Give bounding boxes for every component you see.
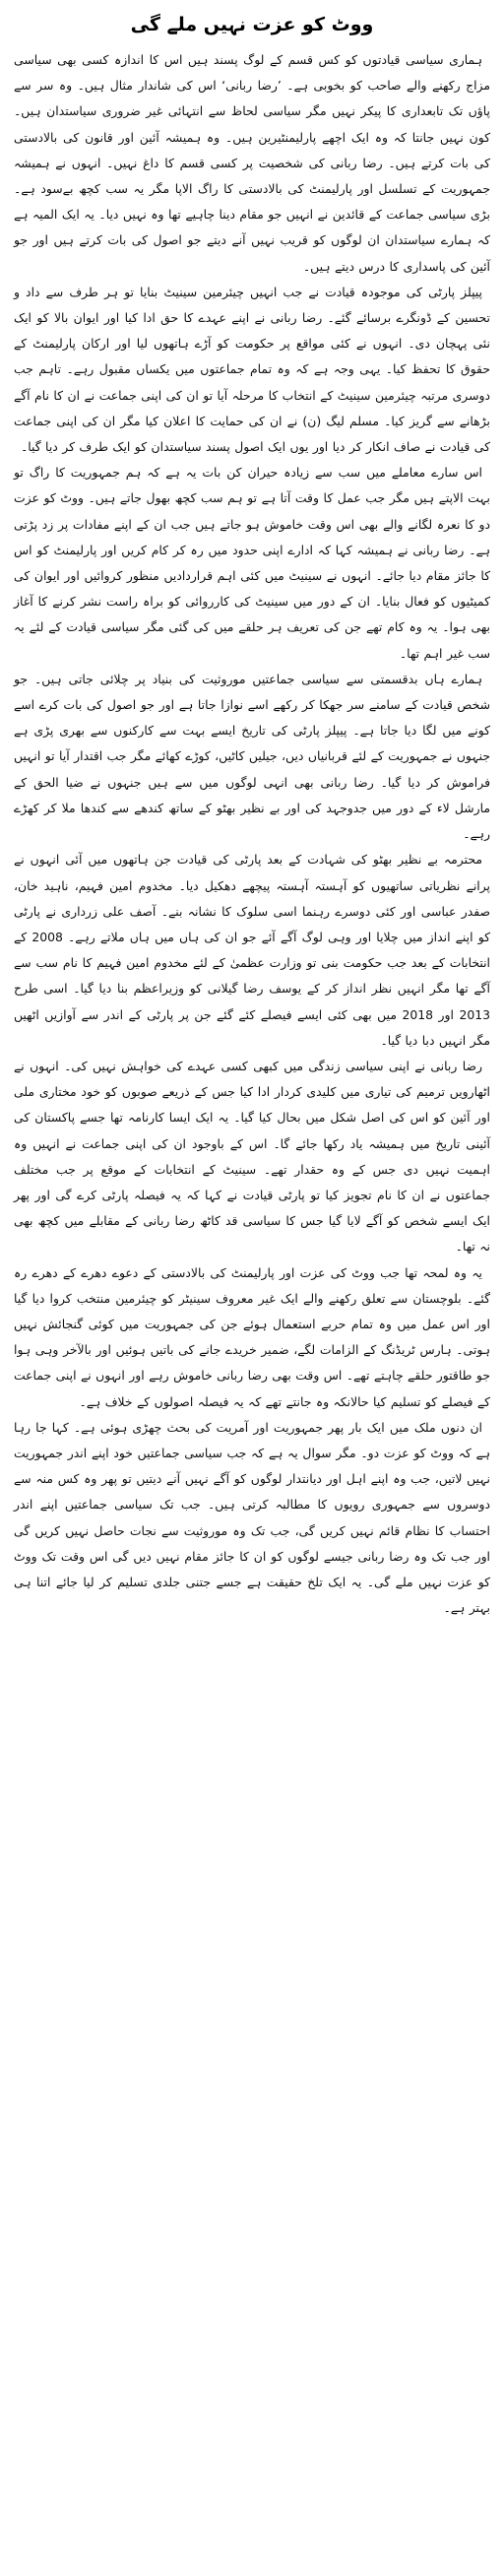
article-paragraph: یہ وہ لمحہ تھا جب ووٹ کی عزت اور پارلیمنٹ کی بالادستی کے دعوے دھرے کے دھرے رہ گئے۔ بلوچستان سے تعلق رکھنے والے ایک غیر معروف سینیٹر کو چیئرمین منتخب کروا دیا گیا اور اس عمل میں وہ تمام حربے استعمال ہوئے جن کی جمہوریت میں کوئی گنجائش نہیں ہوتی۔ ہارس ٹریڈنگ کے الزامات لگے، ضمیر خریدے جانے کی باتیں ہوئیں اور بالآخر وہی ہوا جو طاقتور حلقے چاہتے تھے۔ اس وقت بھی رضا ربانی خاموش رہے اور انہوں نے اپنی جماعت کے فیصلے کو تسلیم کیا حالانکہ وہ جانتے تھے کہ یہ فیصلہ اصولوں کے خلاف ہے۔: [14, 1264, 490, 1409]
article-paragraph: ہماری سیاسی قیادتوں کو کس قسم کے لوگ پسند ہیں اس کا اندازہ کسی بھی سیاسی مزاج رکھنے والے صاحب کو بخوبی ہے۔ ’رضا ربانی‘ اس کی شاندار مثال ہیں۔ وہ سر سے پاؤں تک تابعداری کا پیکر نہیں مگر سیاسی لحاظ سے انتہائی غیر ضروری سیاستدان ہیں۔ کون نہیں جانتا کہ وہ ایک اچھے پارلیمنٹیرین ہیں۔ وہ ہمیشہ آئین اور قانون کی بالادستی کی بات کرتے ہیں۔ رضا ربانی کی شخصیت پر کسی قسم کا داغ نہیں۔ انہوں نے ہمیشہ جمہوریت کے تسلسل اور پارلیمنٹ کی بالادستی کا راگ الاپا مگر یہ سب کچھ بےسود ہے۔ بڑی سیاسی جماعت کے قائدین نے انہیں جو مقام دینا چاہیے تھا وہ نہیں دیا۔ یہ ایک المیہ ہے کہ ہمارے سیاستدان ان لوگوں کو قریب نہیں آنے دیتے جو اصول کی بات کرتے ہیں اور جو آئین کی پاسداری کا درس دیتے ہیں۔: [14, 52, 490, 274]
article-paragraph: اس سارے معاملے میں سب سے زیادہ حیران کن بات یہ ہے کہ ہم جمہوریت کا راگ تو بہت الاپتے ہیں مگر جب عمل کا وقت آتا ہے تو ہم سب کچھ بھول جاتے ہیں۔ ووٹ کو عزت دو کا نعرہ لگانے والے بھی اس وقت خاموش ہو جاتے ہیں جب ان کے اپنے مفادات پر زد پڑتی ہے۔ رضا ربانی نے ہمیشہ کہا کہ ادارے اپنی حدود میں رہ کر کام کریں اور پارلیمنٹ کو اس کا جائز مقام دیا جائے۔ انہوں نے سینیٹ میں کئی اہم قراردادیں منظور کروائیں اور ایوان کی کمیٹیوں کو فعال بنایا۔ ان کے دور میں سینیٹ کی کارروائی کو براہ راست نشر کرنے کا آغاز بھی ہوا۔ یہ وہ کام تھے جن کی تعریف ہر حلقے میں کی گئی مگر سیاسی قیادت کے لئے یہ سب غیر اہم تھا۔: [14, 465, 490, 661]
article-paragraph: ان دنوں ملک میں ایک بار پھر جمہوریت اور آمریت کی بحث چھڑی ہوئی ہے۔ کہا جا رہا ہے کہ ووٹ کو عزت دو۔ مگر سوال یہ ہے کہ جب سیاسی جماعتیں خود اپنے اندر جمہوریت نہیں لاتیں، جب وہ اپنے اہل اور دیانتدار لوگوں کو آگے نہیں آنے دیتیں تو پھر وہ کس منہ سے دوسروں سے جمہوری رویوں کا مطالبہ کرتی ہیں۔ جب تک سیاسی جماعتیں اپنے اندر احتساب کا نظام قائم نہیں کریں گی، جب تک وہ موروثیت سے نجات حاصل نہیں کریں گی اور جب تک وہ رضا ربانی جیسے لوگوں کو ان کا جائز مقام نہیں دیں گی اس وقت تک ووٹ کو عزت نہیں ملے گی۔ یہ ایک تلخ حقیقت ہے جسے جتنی جلدی تسلیم کر لیا جائے اتنا ہی بہتر ہے۔: [14, 1419, 490, 1616]
article-headline: ووٹ کو عزت نہیں ملے گی: [130, 14, 374, 35]
article-paragraph: ہمارے ہاں بدقسمتی سے سیاسی جماعتیں موروثیت کی بنیاد پر چلائی جاتی ہیں۔ جو شخص قیادت کے سامنے سر جھکا کر رکھے اسے نوازا جاتا ہے اور جو اصول کی بات کرے اسے کونے میں لگا دیا جاتا ہے۔ پیپلز پارٹی کی تاریخ ایسے بہت سے کارکنوں سے بھری پڑی ہے جنہوں نے جمہوریت کے لئے قربانیاں دیں، جیلیں کاٹیں، کوڑے کھائے مگر جب اقتدار آیا تو انہیں فراموش کر دیا گیا۔ رضا ربانی بھی انہی لوگوں میں سے ہیں جنہوں نے ضیا الحق کے مارشل لاء کے دور میں جدوجہد کی اور بے نظیر بھٹو کے ساتھ کندھے سے کندھا ملا کر کھڑے رہے۔: [14, 671, 490, 842]
article-body: [14, 47, 490, 1621]
article-paragraph: پیپلز پارٹی کی موجودہ قیادت نے جب انہیں چیئرمین سینیٹ بنایا تو ہر طرف سے داد و تحسین کے ڈونگرے برسائے گئے۔ رضا ربانی نے اپنے عہدے کا حق ادا کیا اور ایوان بالا کو ایک نئی پہچان دی۔ انہوں نے کئی مواقع پر حکومت کو آڑے ہاتھوں لیا اور ارکان پارلیمنٹ کے حقوق کا تحفظ کیا۔ یہی وجہ ہے کہ وہ تمام جماعتوں میں یکساں مقبول رہے۔ تاہم جب دوسری مرتبہ چیئرمین سینیٹ کے انتخاب کا مرحلہ آیا تو ان کی اپنی جماعت نے ان کا نام آگے بڑھانے سے گریز کیا۔ مسلم لیگ (ن) نے ان کی حمایت کا اعلان کیا مگر ان کی اپنی جماعت کی قیادت نے صاف انکار کر دیا اور یوں ایک اصول پسند سیاستدان کو ایک طرف کر دیا گیا۔: [13, 284, 490, 455]
article-paragraph: رضا ربانی نے اپنی سیاسی زندگی میں کبھی کسی عہدے کی خواہش نہیں کی۔ انہوں نے اٹھارویں ترمیم کی تیاری میں کلیدی کردار ادا کیا جس کے ذریعے صوبوں کو خود مختاری ملی اور آئین کو اس کی اصل شکل میں بحال کیا گیا۔ یہ ایک ایسا کارنامہ تھا جسے پاکستان کی آئینی تاریخ میں ہمیشہ یاد رکھا جائے گا۔ اس کے باوجود ان کی اپنی جماعت نے انہیں وہ اہمیت نہیں دی جس کے وہ حقدار تھے۔ سینیٹ کے انتخابات کے موقع پر جب مختلف جماعتوں نے ان کا نام تجویز کیا تو پارٹی قیادت نے کہا کہ یہ فیصلہ پارٹی کرے گی اور پھر ایک ایسے شخص کو آگے لایا گیا جس کا سیاسی قد کاٹھ رضا ربانی کے مقابلے میں کچھ بھی نہ تھا۔: [14, 1058, 490, 1255]
article-paragraph: محترمہ بے نظیر بھٹو کی شہادت کے بعد پارٹی کی قیادت جن ہاتھوں میں آئی انہوں نے پرانے نظریاتی ساتھیوں کو آہستہ آہستہ پیچھے دھکیل دیا۔ مخدوم امین فہیم، ناہید خان، صفدر عباسی اور کئی دوسرے رہنما اسی سلوک کا نشانہ بنے۔ آصف علی زرداری نے پارٹی کو اپنے انداز میں چلایا اور وہی لوگ آگے آئے جو ان کی ہاں میں ہاں ملاتے رہے۔ 2008 کے انتخابات کے بعد جب حکومت بنی تو وزارت عظمیٰ کے لئے مخدوم امین فہیم کا نام سب سے آگے تھا مگر انہیں نظر انداز کر کے یوسف رضا گیلانی کو وزیراعظم بنا دیا گیا۔ اسی طرح 2013 اور 2018 میں بھی کئی ایسے فیصلے کئے گئے جن پر پارٹی کے اندر سے آوازیں اٹھیں مگر انہیں دبا دیا گیا۔: [14, 852, 490, 1048]
